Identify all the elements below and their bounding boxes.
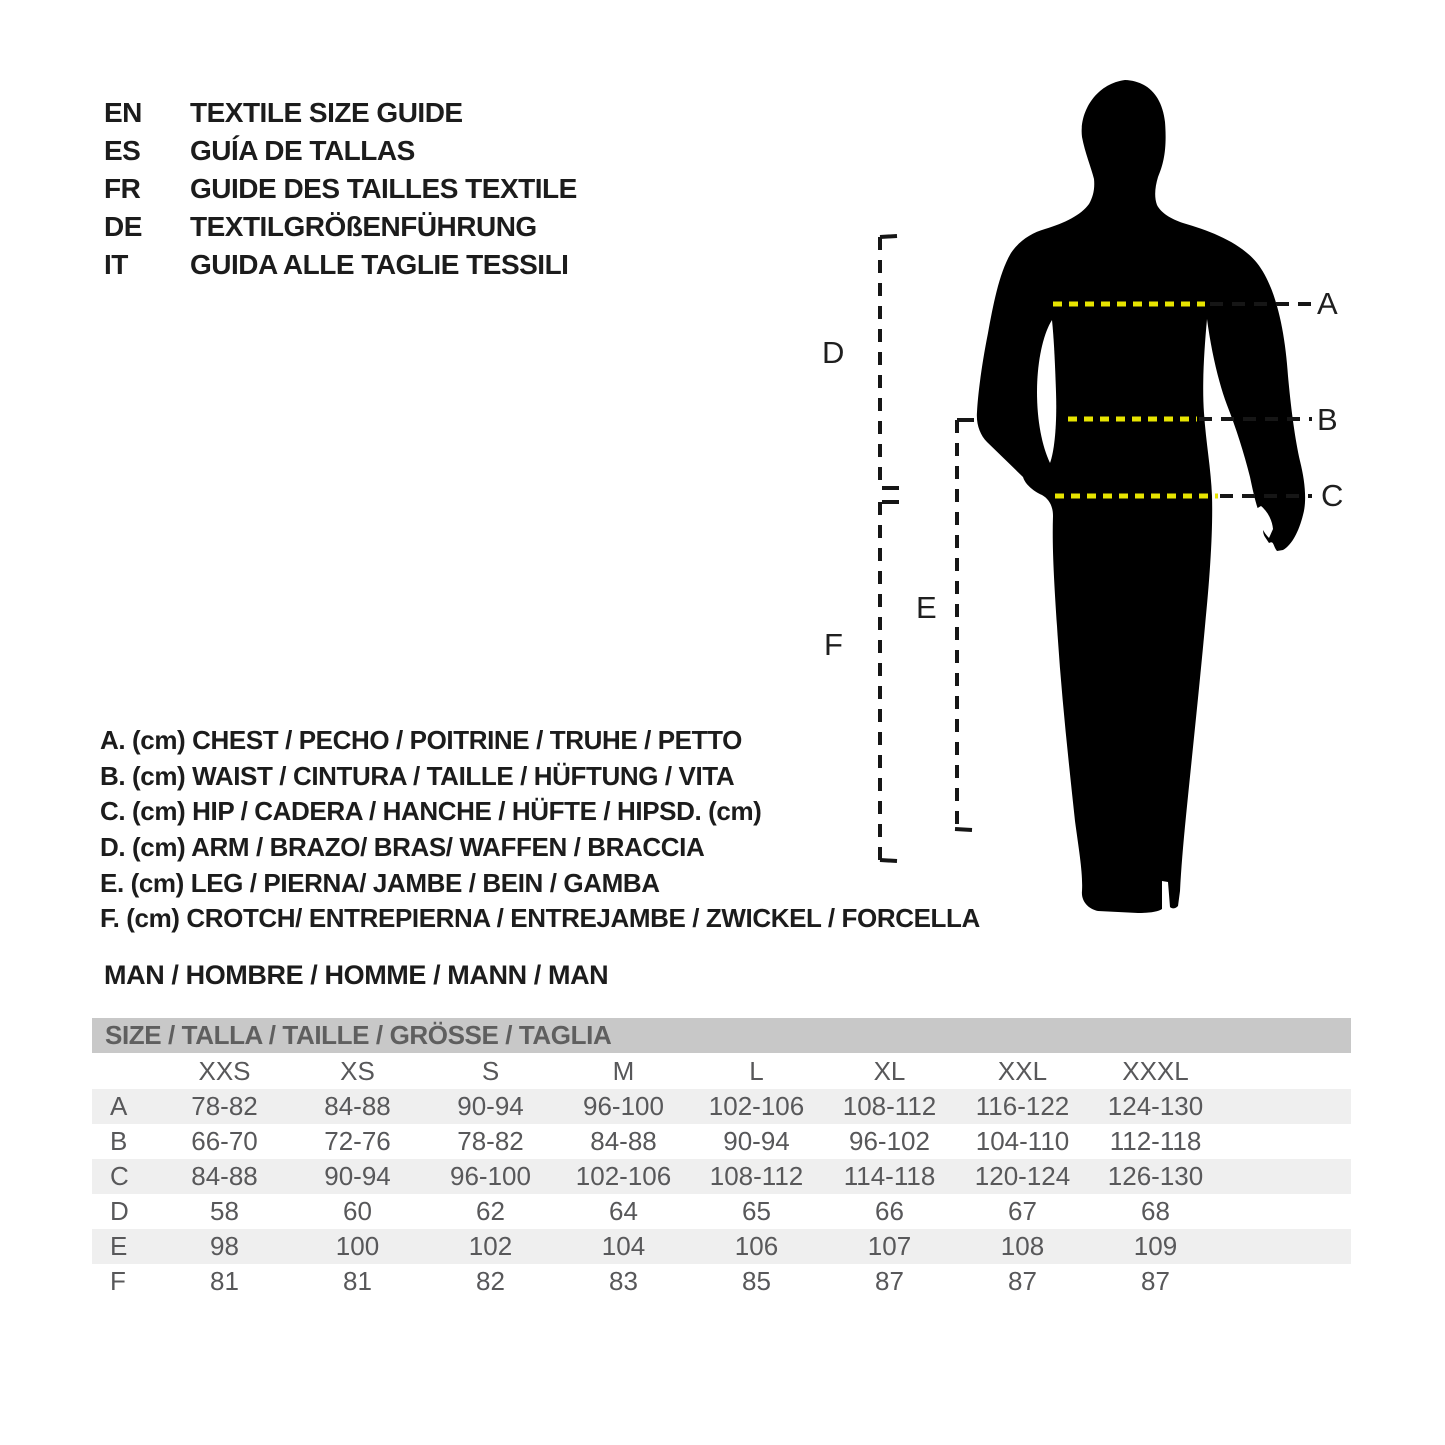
size-cell: 104-110 <box>975 1126 1070 1156</box>
size-cell: 126-130 <box>1107 1161 1204 1191</box>
size-cell: 65 <box>742 1196 771 1226</box>
table-row-leg <box>92 1229 1351 1264</box>
size-filler-cell <box>1222 1264 1351 1299</box>
language-code: FR <box>104 173 141 204</box>
row-label: D <box>110 1196 129 1226</box>
size-filler-cell <box>1222 1124 1351 1159</box>
measure-label-hip: C <box>1321 478 1344 513</box>
size-cell: 82 <box>476 1266 505 1296</box>
size-filler-cell <box>1222 1089 1351 1124</box>
size-cell: 78-82 <box>191 1091 258 1121</box>
size-column-header: XXS <box>198 1055 251 1086</box>
size-cell: 90-94 <box>723 1126 790 1156</box>
guide-title: TEXTILE SIZE GUIDE <box>190 97 463 128</box>
size-column-header: XXXL <box>1122 1055 1189 1086</box>
table-row-chest <box>92 1089 1351 1124</box>
legend-leg: E. (cm) LEG / PIERNA/ JAMBE / BEIN / GAMBA <box>100 867 660 898</box>
table-row-waist <box>92 1124 1351 1159</box>
size-table-header-bar: SIZE / TALLA / TAILLE / GRÖSSE / TAGLIA <box>92 1018 1351 1053</box>
size-cell: 120-124 <box>974 1161 1071 1191</box>
size-cell: 87 <box>1008 1266 1037 1296</box>
row-label: C <box>110 1161 129 1191</box>
size-cell: 107 <box>867 1231 912 1261</box>
size-column-header: L <box>749 1055 764 1086</box>
size-cell: 108-112 <box>842 1091 937 1121</box>
legend-crotch: F. (cm) CROTCH/ ENTREPIERNA / ENTREJAMBE / ZWICKEL / FORCELLA <box>100 903 980 934</box>
size-cell: 84-88 <box>324 1091 391 1121</box>
size-cell: 67 <box>1008 1196 1037 1226</box>
language-code: DE <box>104 211 142 242</box>
size-cell: 96-102 <box>849 1126 930 1156</box>
size-cell: 84-88 <box>191 1161 258 1191</box>
size-cell: 83 <box>609 1266 638 1296</box>
row-label: B <box>110 1126 128 1156</box>
row-label: F <box>110 1266 126 1296</box>
size-cell: 102 <box>468 1231 513 1261</box>
size-cell: 87 <box>875 1266 904 1296</box>
size-cell: 60 <box>343 1196 372 1226</box>
size-table-grid <box>92 1053 1351 1299</box>
row-label: A <box>110 1091 128 1121</box>
size-cell: 90-94 <box>324 1161 391 1191</box>
size-columns-row <box>92 1053 1351 1089</box>
size-cell: 85 <box>742 1266 771 1296</box>
size-corner-cell <box>92 1053 158 1089</box>
row-label: E <box>110 1231 128 1261</box>
language-code: EN <box>104 97 142 128</box>
size-column-header: XXL <box>997 1055 1048 1086</box>
size-filler-cell <box>1222 1159 1351 1194</box>
language-code: ES <box>104 135 141 166</box>
language-code: IT <box>104 249 128 280</box>
size-cell: 64 <box>609 1196 638 1226</box>
size-cell: 96-100 <box>450 1161 531 1191</box>
guide-title: GUÍA DE TALLAS <box>190 135 415 166</box>
measurement-legend <box>100 723 980 937</box>
size-cell: 72-76 <box>324 1126 391 1156</box>
size-cell: 104 <box>601 1231 646 1261</box>
size-cell: 108-112 <box>709 1161 804 1191</box>
legend-arm: D. (cm) ARM / BRAZO/ BRAS/ WAFFEN / BRACCIA <box>100 832 705 863</box>
size-cell: 90-94 <box>457 1091 524 1121</box>
size-cell: 96-100 <box>583 1091 664 1121</box>
table-row-arm <box>92 1194 1351 1229</box>
size-cell: 114-118 <box>843 1161 936 1191</box>
size-cell: 68 <box>1141 1196 1170 1226</box>
size-cell: 62 <box>476 1196 505 1226</box>
size-cell: 66 <box>875 1196 904 1226</box>
size-cell: 58 <box>210 1196 239 1226</box>
size-column-header: S <box>481 1055 500 1086</box>
measure-label-crotch: F <box>824 627 843 662</box>
guide-title: TEXTILGRÖßENFÜHRUNG <box>190 211 537 242</box>
size-filler-cell <box>1222 1053 1351 1089</box>
legend-chest: A. (cm) CHEST / PECHO / POITRINE / TRUHE / PETTO <box>100 725 742 756</box>
size-cell: 81 <box>343 1266 372 1296</box>
size-table <box>92 1018 1351 1299</box>
size-column-header: XS <box>340 1055 375 1086</box>
size-cell: 109 <box>1133 1231 1178 1261</box>
size-cell: 87 <box>1141 1266 1170 1296</box>
size-column-header: XL <box>873 1055 906 1086</box>
size-cell: 108 <box>1000 1231 1045 1261</box>
size-cell: 100 <box>335 1231 380 1261</box>
size-cell: 98 <box>210 1231 239 1261</box>
size-cell: 102-106 <box>575 1161 672 1191</box>
size-cell: 102-106 <box>708 1091 805 1121</box>
size-cell: 116-122 <box>975 1091 1070 1121</box>
size-filler-cell <box>1222 1194 1351 1229</box>
guide-title: GUIDA ALLE TAGLIE TESSILI <box>190 249 569 280</box>
measure-label-chest: A <box>1317 286 1338 321</box>
guide-title: GUIDE DES TAILLES TEXTILE <box>190 173 577 204</box>
measure-label-leg: E <box>916 590 937 625</box>
size-cell: 84-88 <box>590 1126 657 1156</box>
size-cell: 81 <box>210 1266 239 1296</box>
size-filler-cell <box>1222 1229 1351 1264</box>
size-column-header: M <box>612 1055 635 1086</box>
table-row-hip <box>92 1159 1351 1194</box>
legend-waist: B. (cm) WAIST / CINTURA / TAILLE / HÜFTUNG / VITA <box>100 760 735 791</box>
size-cell: 66-70 <box>191 1126 258 1156</box>
size-cell: 78-82 <box>457 1126 524 1156</box>
measure-label-waist: B <box>1317 402 1338 437</box>
measure-label-arm: D <box>822 335 845 370</box>
table-row-crotch <box>92 1264 1351 1299</box>
legend-hip: C. (cm) HIP / CADERA / HANCHE / HÜFTE / HIPSD. (cm) <box>100 796 762 827</box>
arm-line-top-tick <box>880 236 897 237</box>
gender-line: MAN / HOMBRE / HOMME / MANN / MAN <box>104 960 609 990</box>
size-cell: 124-130 <box>1107 1091 1204 1121</box>
size-cell: 106 <box>734 1231 779 1261</box>
size-cell: 112-118 <box>1109 1126 1202 1156</box>
